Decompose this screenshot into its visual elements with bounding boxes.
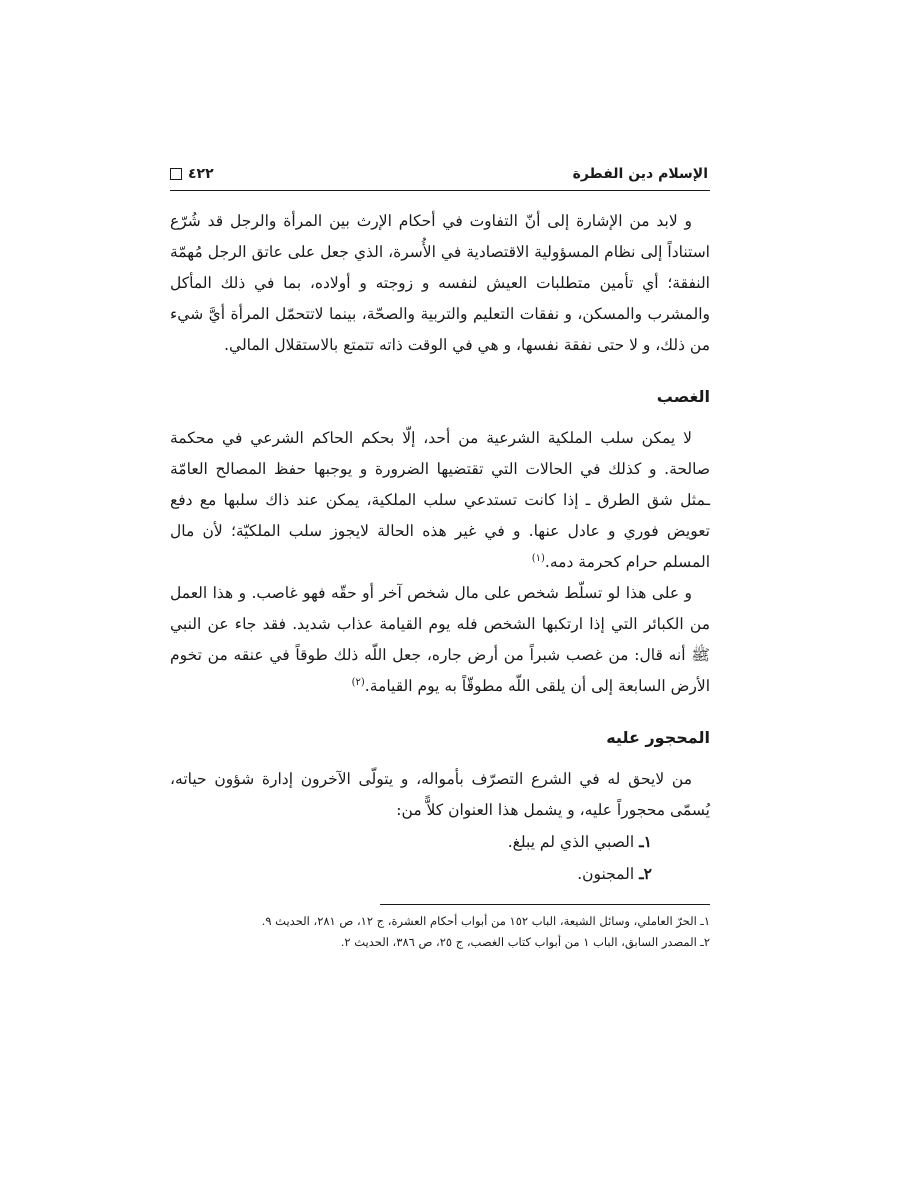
paragraph-inheritance: و لابد من الإشارة إلى أنّ التفاوت في أحكام الإرث بين المرأة والرجل قد شُرّع استناداً إلى نظام المسؤولية الاقتصادية في الأُسرة، الذي جعل على عاتق الرجل مُهمّة النفقة؛ أي تأمين متطلبات العيش لنفسه و زوجته و أولاده، بما في ذلك المأكل والمشرب والمسكن، و نفقات التعليم والتربية والصحّة، بينما لاتتحمّل المرأة أيَّ شيء من ذلك، و لا حتى نفقة نفسها، و هي في الوقت ذاته تتمتع بالاستقلال المالي. <box>170 212 710 354</box>
paragraph-mahjur-1: من لايحق له في الشرع التصرّف بأمواله، و يتولّى الآخرون إدارة شؤون حياته، يُسمّى محجوراً عليه، و يشمل هذا العنوان كلاًّ من: <box>170 770 710 819</box>
footnote-ref-2[interactable]: (٢) <box>351 676 365 688</box>
paragraph-ghasb-1-text: لا يمكن سلب الملكية الشرعية من أحد، إلّا بحكم الحاكم الشرعي في محكمة صالحة. و كذلك في الحالات التي تقتضيها الضرورة و يوجبها حفظ المصالح العامّة ـمثل شق الطرق ـ إذا كانت تستدعي سلب الملكية، يمكن عند ذاك سلبها مع دفع تعويض فوري و عادل عنها. و في غير هذه الحالة لايجوز سلب الملكيّة؛ لأن مال المسلم حرام كحرمة دمه. <box>170 429 710 571</box>
list-item-number: ٢ـ <box>639 864 652 883</box>
list-item-text: المجنون. <box>577 865 635 883</box>
page-number: ٤٢٢ <box>188 166 214 182</box>
page-number-block <box>170 166 214 182</box>
main-text <box>170 190 710 890</box>
list-item-text: الصبي الذي لم يبلغ. <box>507 833 635 851</box>
footnote-divider <box>380 904 710 905</box>
section-heading-mahjur: المحجور عليه <box>606 728 710 747</box>
section-heading-ghasb: الغصب <box>656 387 710 406</box>
footnote-1: ١ـ الحرّ العاملي، وسائل الشيعة، الباب ١٥٢ من أبواب أحكام العشرة، ج ١٢، ص ٢٨١، الحديث ٩. <box>261 914 710 928</box>
running-header <box>170 160 710 190</box>
book-page <box>170 160 710 953</box>
paragraph-ghasb-2 <box>170 578 710 702</box>
paragraph-ghasb-2-text: و على هذا لو تسلّط شخص على مال شخص آخر أو حقّه فهو غاصب. و هذا العمل من الكبائر التي إذا ارتكبها الشخص فله يوم القيامة عذاب شديد. فقد جاء عن النبي ﷺ أنه قال: من غصب شبراً من أرض جاره، جعل اللّه ذلك طوقاً في عنقه من تخوم الأرض السابعة إلى أن يلقى اللّه مطوقّاً به يوم القيامة. <box>170 584 710 695</box>
list-item <box>170 826 710 858</box>
square-bullet-icon <box>170 168 182 180</box>
footnotes <box>170 904 710 953</box>
running-title: الإسلام دين الفطرة <box>572 166 708 182</box>
footnote-2: ٢ـ المصدر السابق، الباب ١ من أبواب كتاب الغصب، ج ٢٥، ص ٣٨٦، الحديث ٢. <box>340 935 710 949</box>
paragraph-ghasb-1 <box>170 423 710 578</box>
header-divider <box>170 190 710 191</box>
list-item-number: ١ـ <box>639 832 652 851</box>
footnote-ref-1[interactable]: (١) <box>531 552 545 564</box>
list-item <box>170 858 710 890</box>
